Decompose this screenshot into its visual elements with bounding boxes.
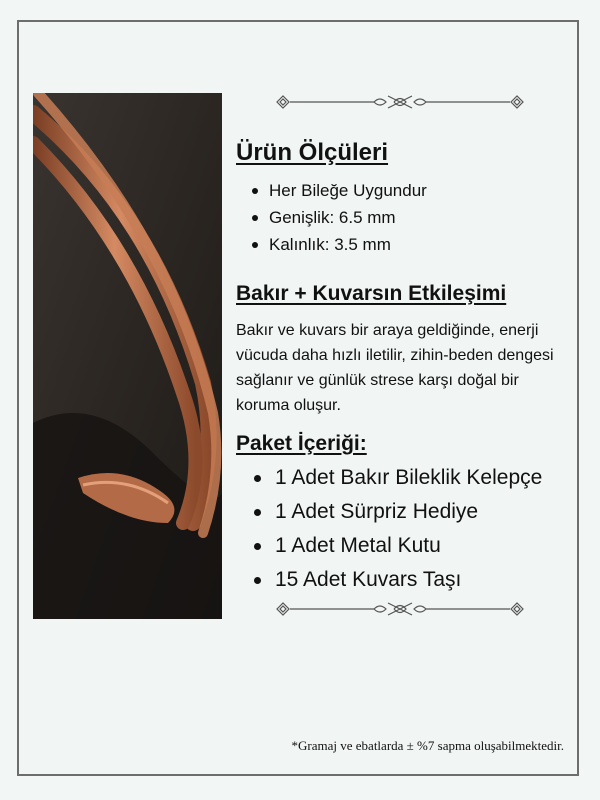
specs-title: Ürün Ölçüleri xyxy=(236,139,389,166)
interaction-text: Bakır ve kuvars bir araya geldiğinde, enerji vücuda daha hızlı iletilir, zihin-beden dengesi sağlanır ve günlük strese karşı doğal bir koruma oluşur. xyxy=(236,322,554,414)
ornament-divider-bottom xyxy=(274,600,526,618)
package-item: 1 Adet Sürpriz Hediye xyxy=(252,498,542,532)
copper-bracelet-photo xyxy=(33,93,222,619)
footnote: *Gramaj ve ebatlarda ± %7 sapma oluşabilmektedir. xyxy=(291,738,564,753)
bracelet-image xyxy=(33,93,222,619)
ornament-divider-top xyxy=(274,93,526,111)
specs-list xyxy=(250,180,427,261)
interaction-title: Bakır + Kuvarsın Etkileşimi xyxy=(236,282,507,305)
package-item: 1 Adet Bakır Bileklik Kelepçe xyxy=(252,464,542,498)
spec-item: Kalınlık: 3.5 mm xyxy=(250,234,427,261)
package-item: 1 Adet Metal Kutu xyxy=(252,532,542,566)
package-item: 15 Adet Kuvars Taşı xyxy=(252,566,542,600)
spec-item: Genişlik: 6.5 mm xyxy=(250,207,427,234)
package-title: Paket İçeriği: xyxy=(236,432,367,455)
package-list xyxy=(252,464,542,600)
spec-item: Her Bileğe Uygundur xyxy=(250,180,427,207)
